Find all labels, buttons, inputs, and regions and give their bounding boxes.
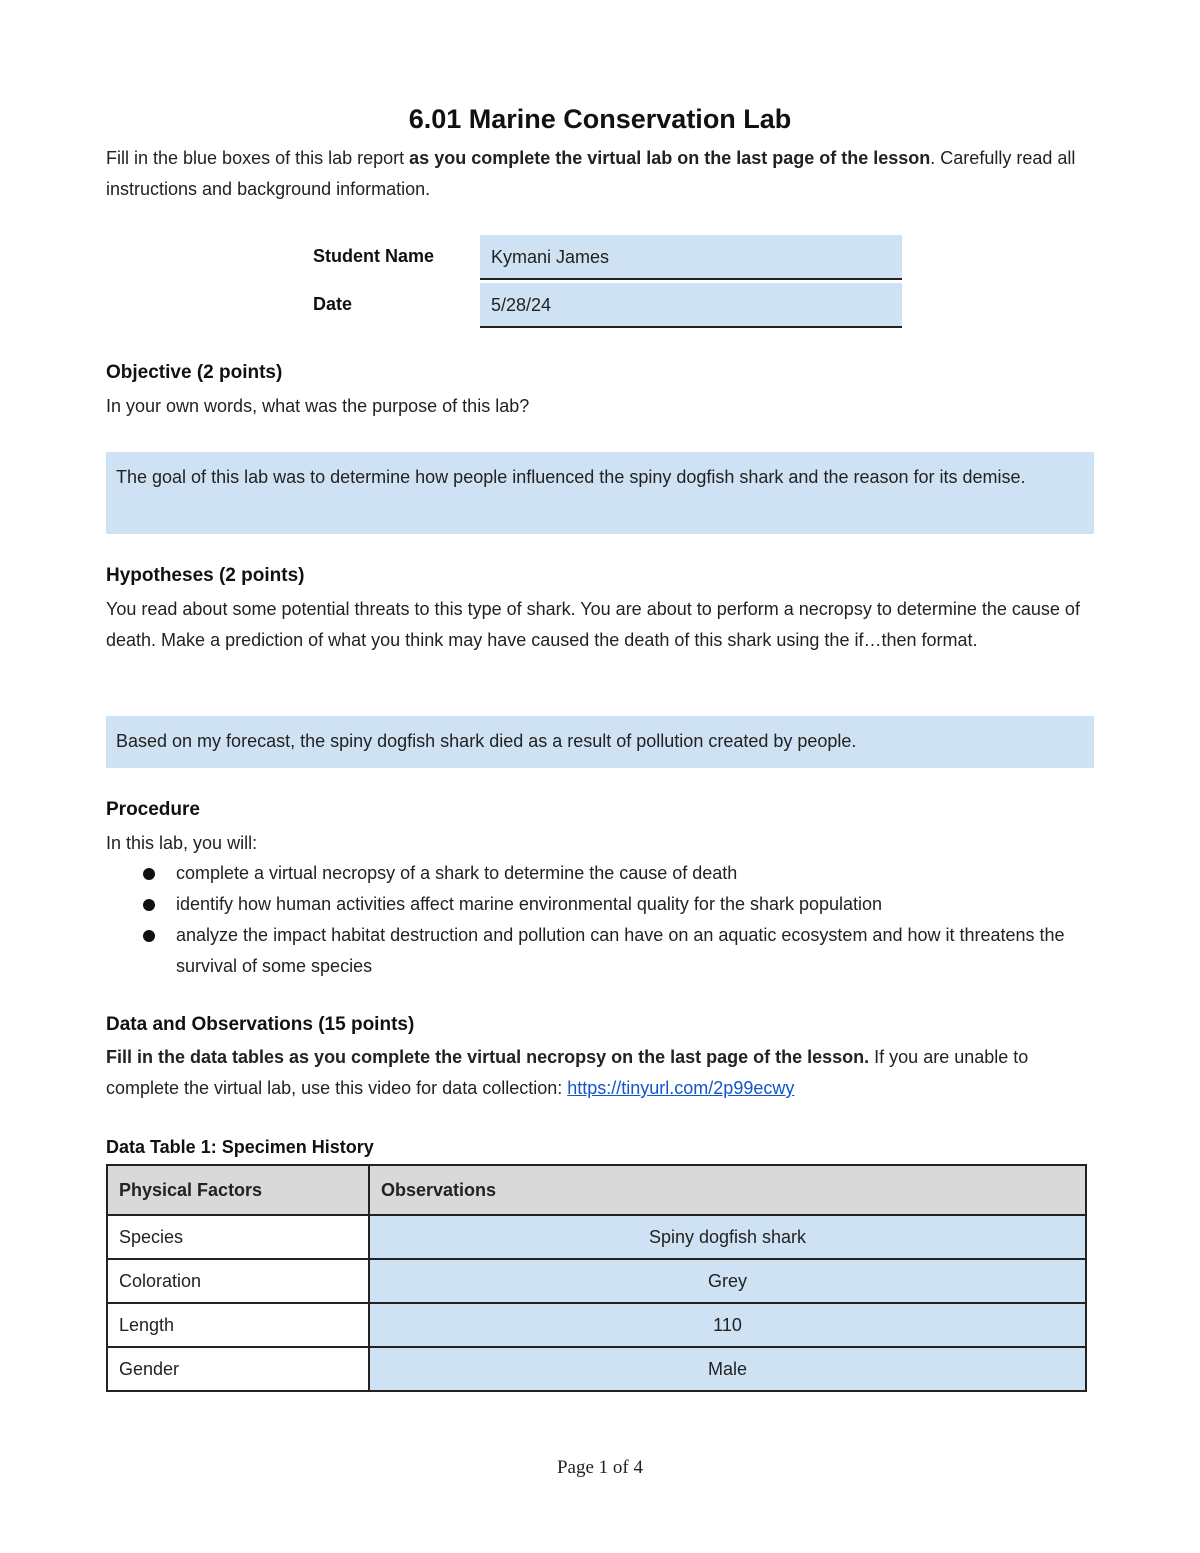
- factor-cell: Species: [107, 1215, 369, 1259]
- intro-paragraph: [106, 143, 1096, 205]
- table-header-row: [107, 1165, 1086, 1215]
- procedure-item-text: analyze the impact habitat destruction and pollution can have on an aquatic ecosystem and how it threatens the survival of some species: [176, 925, 1065, 976]
- student-name-field[interactable]: Kymani James: [480, 235, 902, 280]
- total-pages: 4: [633, 1457, 643, 1478]
- bullet-icon: [143, 930, 155, 942]
- table-caption: Data Table 1: Specimen History: [106, 1137, 374, 1157]
- hypotheses-answer-box[interactable]: Based on my forecast, the spiny dogfish shark died as a result of pollution created by people.: [106, 716, 1094, 768]
- column-header-observations: Observations: [369, 1165, 1086, 1215]
- page-word: Page: [556, 1457, 594, 1478]
- hypotheses-heading: Hypotheses (2 points): [106, 565, 305, 586]
- table-row: [107, 1347, 1086, 1391]
- factor-cell: Coloration: [107, 1259, 369, 1303]
- table-row: [107, 1215, 1086, 1259]
- bullet-icon: [143, 899, 155, 911]
- observation-cell[interactable]: Grey: [369, 1259, 1086, 1303]
- procedure-list: [106, 858, 1096, 982]
- procedure-item-text: complete a virtual necropsy of a shark to determine the cause of death: [176, 863, 738, 883]
- hypotheses-prompt: You read about some potential threats to this type of shark. You are about to perform a necropsy to determine the cause of death. Make a prediction of what you think may have caused the death of this shark using the if…then format.: [106, 599, 1080, 650]
- data-observations-bold: Fill in the data tables as you complete the virtual necropsy on the last page of the lesson.: [106, 1047, 870, 1067]
- objective-answer-box[interactable]: The goal of this lab was to determine how people influenced the spiny dogfish shark and the reason for its demise.: [106, 452, 1094, 534]
- intro-text-2: . Carefully read all instructions and background information.: [106, 148, 1076, 199]
- observation-cell[interactable]: 110: [369, 1303, 1086, 1347]
- procedure-heading: Procedure: [106, 799, 200, 820]
- date-field[interactable]: 5/28/24: [480, 283, 902, 328]
- page-number-footer: [0, 1457, 1200, 1479]
- table-row: [107, 1259, 1086, 1303]
- observation-cell[interactable]: Spiny dogfish shark: [369, 1215, 1086, 1259]
- procedure-item-text: identify how human activities affect marine environmental quality for the shark population: [176, 894, 883, 914]
- table-row: [107, 1303, 1086, 1347]
- data-observations-heading: Data and Observations (15 points): [106, 1014, 415, 1035]
- date-label: Date: [313, 294, 353, 314]
- intro-text-1: Fill in the blue boxes of this lab report: [106, 148, 410, 168]
- data-observations-plain: If you are unable to complete the virtual lab, use this video for data collection:: [106, 1047, 1029, 1098]
- video-link[interactable]: https://tinyurl.com/2p99ecwy: [567, 1078, 795, 1098]
- column-header-physical-factors: Physical Factors: [107, 1165, 369, 1215]
- current-page: 1: [598, 1457, 609, 1478]
- student-name-label: Student Name: [313, 246, 435, 266]
- objective-prompt: In your own words, what was the purpose of this lab?: [106, 396, 530, 416]
- objective-heading: Objective (2 points): [106, 362, 283, 383]
- of-word: of: [612, 1457, 629, 1478]
- bullet-icon: [143, 868, 155, 880]
- observation-cell[interactable]: Male: [369, 1347, 1086, 1391]
- specimen-history-table: [106, 1164, 1087, 1392]
- list-item: [106, 920, 1096, 982]
- factor-cell: Length: [107, 1303, 369, 1347]
- list-item: [106, 858, 1096, 889]
- procedure-intro: In this lab, you will:: [106, 833, 258, 853]
- list-item: [106, 889, 1096, 920]
- page-title: 6.01 Marine Conservation Lab: [408, 104, 792, 134]
- intro-text-bold: as you complete the virtual lab on the last page of the lesson: [409, 148, 931, 168]
- factor-cell: Gender: [107, 1347, 369, 1391]
- data-observations-text: [106, 1042, 1096, 1104]
